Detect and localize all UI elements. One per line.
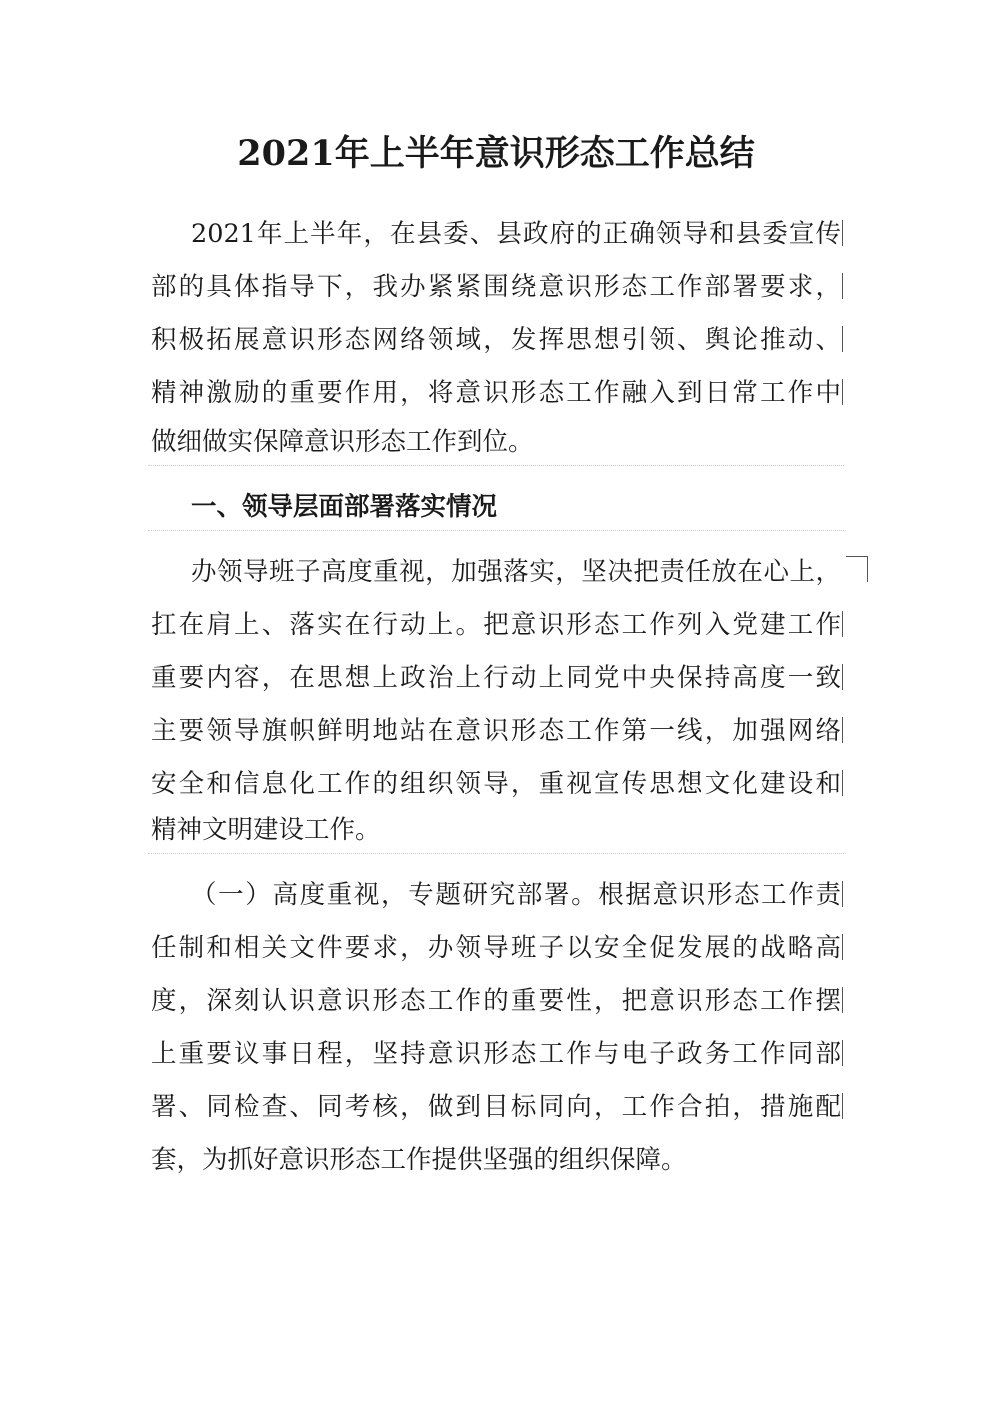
paragraph-separator — [148, 530, 844, 531]
paragraph-1-line-2: 部的具体指导下，我办紧紧围绕意识形态工作部署要求， — [151, 272, 841, 302]
text-boundary-mark — [842, 1093, 843, 1119]
text-boundary-mark — [842, 326, 843, 352]
text-boundary-mark — [842, 987, 843, 1013]
paragraph-2-line-3: 重要内容，在思想上政治上行动上同党中央保持高度一致 — [151, 663, 841, 693]
paragraph-3-line-6: 套，为抓好意识形态工作提供坚强的组织保障。 — [151, 1145, 687, 1175]
document-title: 2021年上半年意识形态工作总结 — [237, 133, 755, 174]
paragraph-3-line-4: 上重要议事日程，坚持意识形态工作与电子政务工作同部 — [151, 1039, 841, 1069]
text-boundary-mark — [842, 220, 843, 246]
text-boundary-mark — [842, 717, 843, 743]
text-boundary-mark — [846, 556, 868, 582]
paragraph-1-line-4: 精神激励的重要作用，将意识形态工作融入到日常工作中 — [151, 378, 841, 408]
paragraph-2-line-5: 安全和信息化工作的组织领导，重视宣传思想文化建设和 — [151, 769, 841, 799]
paragraph-2-line-6: 精神文明建设工作。 — [151, 815, 381, 845]
text-boundary-mark — [842, 1040, 843, 1066]
paragraph-separator — [148, 465, 844, 466]
paragraph-3-line-2: 任制和相关文件要求，办领导班子以安全促发展的战略高 — [151, 933, 841, 963]
paragraph-3-line-1: （一）高度重视，专题研究部署。根据意识形态工作责 — [191, 880, 841, 910]
text-boundary-mark — [842, 379, 843, 405]
text-boundary-mark — [842, 934, 843, 960]
text-boundary-mark — [842, 664, 843, 690]
paragraph-2-line-4: 主要领导旗帜鲜明地站在意识形态工作第一线，加强网络 — [151, 716, 841, 746]
text-boundary-mark — [842, 881, 843, 907]
paragraph-2-line-1: 办领导班子高度重视，加强落实，坚决把责任放在心上， — [191, 557, 841, 587]
paragraph-1-line-1: 2021年上半年，在县委、县政府的正确领导和县委宣传 — [191, 219, 841, 249]
paragraph-separator — [148, 853, 844, 854]
text-boundary-mark — [842, 273, 843, 299]
text-boundary-mark — [842, 611, 843, 637]
paragraph-3-line-3: 度，深刻认识意识形态工作的重要性，把意识形态工作摆 — [151, 986, 841, 1016]
paragraph-3-line-5: 署、同检查、同考核，做到目标同向，工作合拍，措施配 — [151, 1092, 841, 1122]
text-boundary-mark — [842, 770, 843, 796]
section-1-heading: 一、领导层面部署落实情况 — [191, 492, 498, 522]
paragraph-2-line-2: 扛在肩上、落实在行动上。把意识形态工作列入党建工作 — [151, 610, 841, 640]
paragraph-1-line-3: 积极拓展意识形态网络领域，发挥思想引领、舆论推动、 — [151, 325, 841, 355]
paragraph-1-line-5: 做细做实保障意识形态工作到位。 — [151, 427, 534, 457]
